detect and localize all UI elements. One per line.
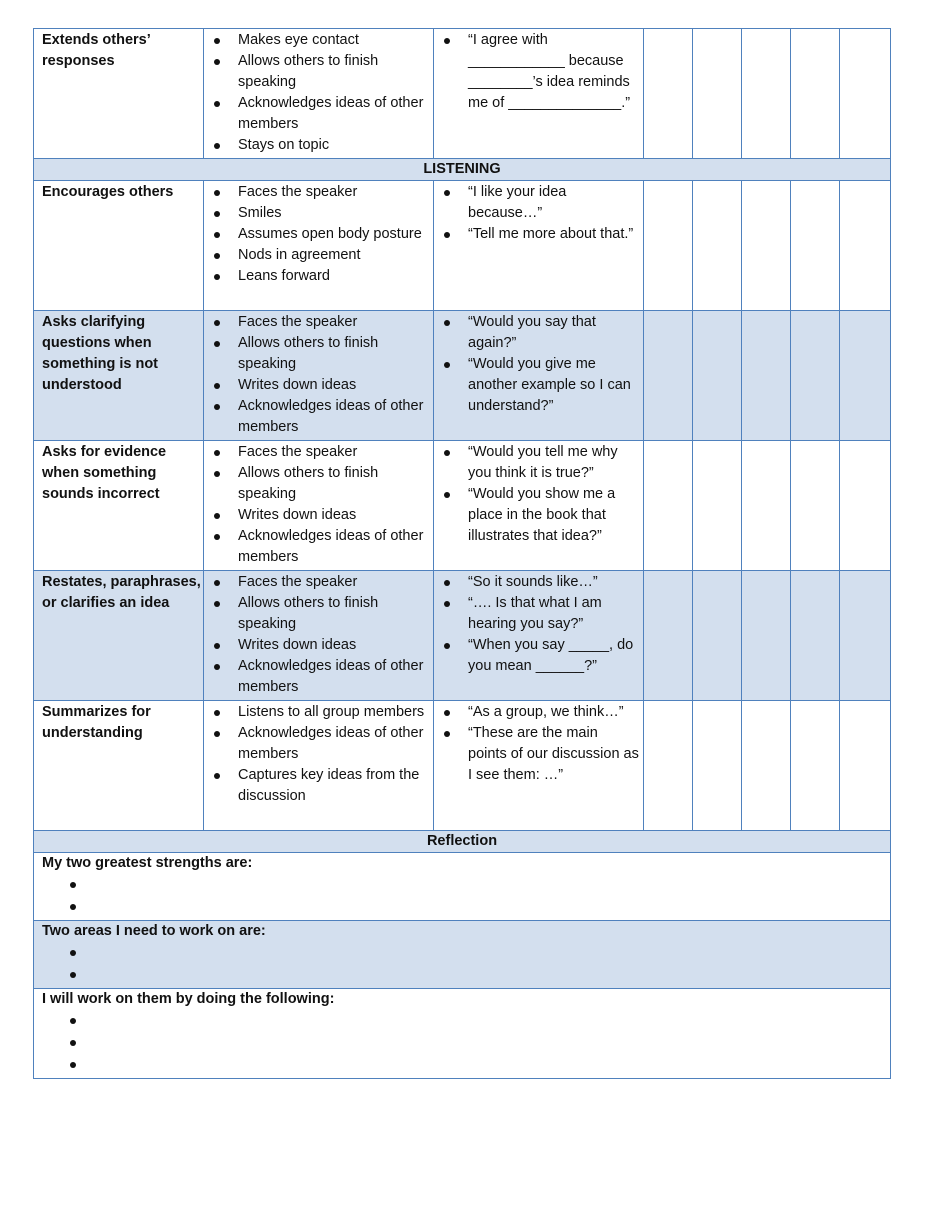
listening-heading-row bbox=[34, 159, 891, 181]
behaviors-cell bbox=[204, 29, 434, 159]
score-cell[interactable] bbox=[791, 571, 840, 701]
phrases-cell bbox=[434, 29, 644, 159]
behavior-item: Allows others to finish speaking bbox=[212, 593, 433, 635]
behavior-item: Smiles bbox=[212, 203, 433, 224]
behaviors-list bbox=[212, 30, 433, 156]
score-cell[interactable] bbox=[644, 571, 693, 701]
skill-row bbox=[34, 571, 891, 701]
reflection-bullet-list bbox=[42, 942, 890, 986]
score-cell[interactable] bbox=[840, 441, 891, 571]
reflection-prompt: My two greatest strengths are: bbox=[42, 855, 253, 871]
reflection-row bbox=[34, 989, 891, 1079]
skill-row bbox=[34, 311, 891, 441]
behavior-item: Stays on topic bbox=[212, 135, 433, 156]
score-cell[interactable] bbox=[840, 701, 891, 831]
skill-name: Asks clarifying questions when something is not understood bbox=[34, 311, 204, 441]
score-cell[interactable] bbox=[693, 29, 742, 159]
behavior-item: Nods in agreement bbox=[212, 245, 433, 266]
rubric-table bbox=[33, 28, 891, 1079]
reflection-bullet[interactable] bbox=[42, 1032, 890, 1054]
score-cell[interactable] bbox=[840, 181, 891, 311]
reflection-row bbox=[34, 853, 891, 921]
phrase-item: “Would you give me another example so I can understand?” bbox=[442, 354, 643, 417]
reflection-prompt: I will work on them by doing the following: bbox=[42, 991, 335, 1007]
behaviors-list bbox=[212, 442, 433, 568]
behavior-item: Faces the speaker bbox=[212, 312, 433, 333]
behaviors-cell bbox=[204, 441, 434, 571]
reflection-bullet[interactable] bbox=[42, 896, 890, 918]
speaking-rows bbox=[34, 29, 891, 159]
behavior-item: Writes down ideas bbox=[212, 505, 433, 526]
score-cell[interactable] bbox=[644, 181, 693, 311]
phrases-list bbox=[442, 182, 643, 245]
behaviors-cell bbox=[204, 701, 434, 831]
listening-rows bbox=[34, 181, 891, 831]
behavior-item: Acknowledges ideas of other members bbox=[212, 526, 433, 568]
reflection-bullet[interactable] bbox=[42, 964, 890, 986]
behavior-item: Faces the speaker bbox=[212, 442, 433, 463]
score-cell[interactable] bbox=[742, 181, 791, 311]
reflection-prompt: Two areas I need to work on are: bbox=[42, 923, 266, 939]
reflection-cell[interactable] bbox=[34, 989, 891, 1079]
behaviors-list bbox=[212, 312, 433, 438]
phrase-item: “Tell me more about that.” bbox=[442, 224, 643, 245]
score-cell[interactable] bbox=[742, 311, 791, 441]
phrase-item: “…. Is that what I am hearing you say?” bbox=[442, 593, 643, 635]
reflection-bullet[interactable] bbox=[42, 874, 890, 896]
skill-name: Encourages others bbox=[34, 181, 204, 311]
phrase-item: “I like your idea because…” bbox=[442, 182, 643, 224]
phrases-cell bbox=[434, 701, 644, 831]
phrase-item: “Would you say that again?” bbox=[442, 312, 643, 354]
phrases-cell bbox=[434, 571, 644, 701]
phrases-cell bbox=[434, 441, 644, 571]
behaviors-list bbox=[212, 572, 433, 698]
score-cell[interactable] bbox=[644, 29, 693, 159]
reflection-cell[interactable] bbox=[34, 921, 891, 989]
reflection-heading-row bbox=[34, 831, 891, 853]
score-cell[interactable] bbox=[742, 29, 791, 159]
behavior-item: Allows others to finish speaking bbox=[212, 463, 433, 505]
score-cell[interactable] bbox=[693, 441, 742, 571]
reflection-bullet-list bbox=[42, 874, 890, 918]
behavior-item: Leans forward bbox=[212, 266, 433, 287]
skill-row bbox=[34, 181, 891, 311]
behavior-item: Acknowledges ideas of other members bbox=[212, 723, 433, 765]
phrase-item: “These are the main points of our discussion as I see them: …” bbox=[442, 723, 643, 786]
rubric-document bbox=[33, 28, 890, 1079]
behavior-item: Faces the speaker bbox=[212, 572, 433, 593]
behaviors-list bbox=[212, 182, 433, 287]
behavior-item: Makes eye contact bbox=[212, 30, 433, 51]
score-cell[interactable] bbox=[840, 29, 891, 159]
skill-name: Summarizes for understanding bbox=[34, 701, 204, 831]
reflection-heading: Reflection bbox=[34, 831, 891, 853]
skill-row bbox=[34, 29, 891, 159]
phrases-list bbox=[442, 572, 643, 677]
score-cell[interactable] bbox=[693, 701, 742, 831]
phrases-list bbox=[442, 30, 643, 114]
behavior-item: Listens to all group members bbox=[212, 702, 433, 723]
score-cell[interactable] bbox=[840, 311, 891, 441]
behavior-item: Acknowledges ideas of other members bbox=[212, 656, 433, 698]
reflection-rows bbox=[34, 853, 891, 1079]
score-cell[interactable] bbox=[791, 441, 840, 571]
score-cell[interactable] bbox=[840, 571, 891, 701]
behavior-item: Faces the speaker bbox=[212, 182, 433, 203]
behavior-item: Captures key ideas from the discussion bbox=[212, 765, 433, 807]
score-cell[interactable] bbox=[742, 571, 791, 701]
skill-name: Extends others’ responses bbox=[34, 29, 204, 159]
score-cell[interactable] bbox=[791, 181, 840, 311]
phrase-item: “Would you tell me why you think it is true?” bbox=[442, 442, 643, 484]
reflection-bullet[interactable] bbox=[42, 942, 890, 964]
phrase-item: “I agree with ____________ because ________’s idea reminds me of ______________.” bbox=[442, 30, 643, 114]
behavior-item: Allows others to finish speaking bbox=[212, 333, 433, 375]
reflection-bullet[interactable] bbox=[42, 1054, 890, 1076]
behavior-item: Acknowledges ideas of other members bbox=[212, 396, 433, 438]
score-cell[interactable] bbox=[693, 571, 742, 701]
phrase-item: “Would you show me a place in the book that illustrates that idea?” bbox=[442, 484, 643, 547]
reflection-row bbox=[34, 921, 891, 989]
behaviors-cell bbox=[204, 571, 434, 701]
skill-row bbox=[34, 441, 891, 571]
reflection-cell[interactable] bbox=[34, 853, 891, 921]
skill-name: Asks for evidence when something sounds incorrect bbox=[34, 441, 204, 571]
behaviors-cell bbox=[204, 311, 434, 441]
score-cell[interactable] bbox=[742, 701, 791, 831]
phrase-item: “So it sounds like…” bbox=[442, 572, 643, 593]
listening-section bbox=[34, 159, 891, 181]
behavior-item: Assumes open body posture bbox=[212, 224, 433, 245]
score-cell[interactable] bbox=[693, 311, 742, 441]
score-cell[interactable] bbox=[742, 441, 791, 571]
reflection-bullet-list bbox=[42, 1010, 890, 1076]
skill-row bbox=[34, 701, 891, 831]
score-cell[interactable] bbox=[791, 29, 840, 159]
score-cell[interactable] bbox=[644, 311, 693, 441]
score-cell[interactable] bbox=[644, 441, 693, 571]
score-cell[interactable] bbox=[791, 701, 840, 831]
behavior-item: Allows others to finish speaking bbox=[212, 51, 433, 93]
phrases-list bbox=[442, 442, 643, 547]
behaviors-cell bbox=[204, 181, 434, 311]
phrases-cell bbox=[434, 311, 644, 441]
score-cell[interactable] bbox=[644, 701, 693, 831]
phrase-item: “As a group, we think…” bbox=[442, 702, 643, 723]
behavior-item: Writes down ideas bbox=[212, 375, 433, 396]
phrases-list bbox=[442, 702, 643, 786]
score-cell[interactable] bbox=[791, 311, 840, 441]
phrases-list bbox=[442, 312, 643, 417]
listening-heading: LISTENING bbox=[34, 159, 891, 181]
phrases-cell bbox=[434, 181, 644, 311]
reflection-section bbox=[34, 831, 891, 853]
score-cell[interactable] bbox=[693, 181, 742, 311]
skill-name: Restates, paraphrases, or clarifies an idea bbox=[34, 571, 204, 701]
behavior-item: Acknowledges ideas of other members bbox=[212, 93, 433, 135]
behavior-item: Writes down ideas bbox=[212, 635, 433, 656]
reflection-bullet[interactable] bbox=[42, 1010, 890, 1032]
behaviors-list bbox=[212, 702, 433, 807]
phrase-item: “When you say _____, do you mean ______?” bbox=[442, 635, 643, 677]
